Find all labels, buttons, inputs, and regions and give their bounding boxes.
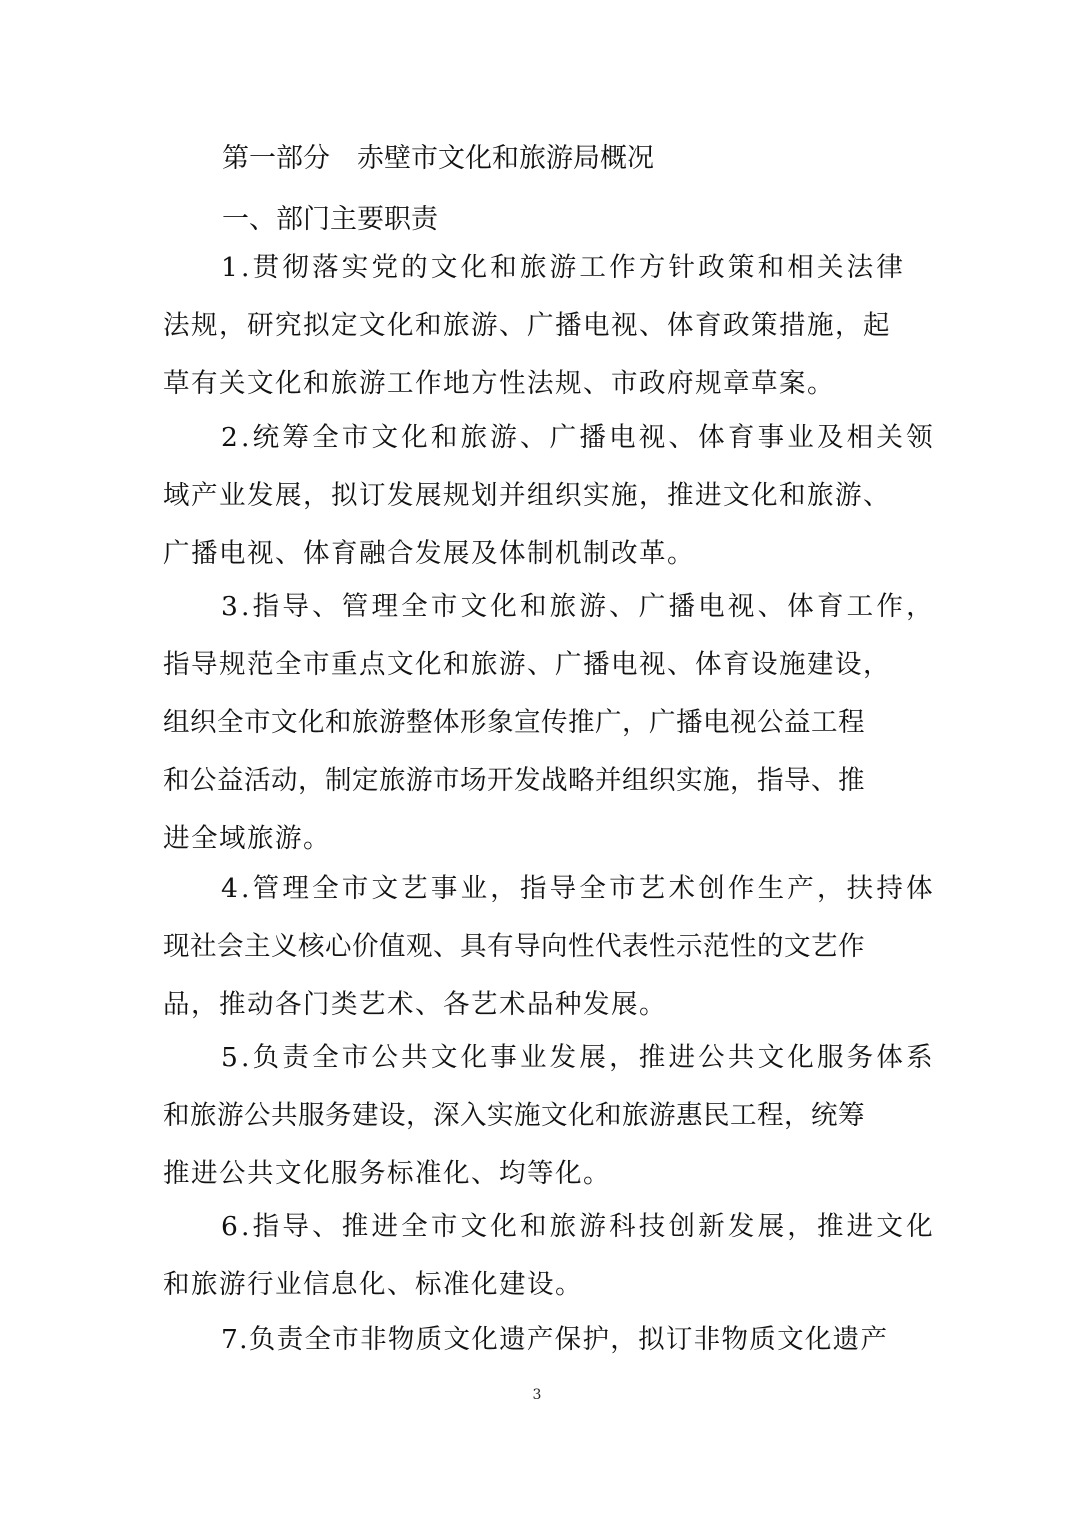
duty-item-7-line-1: 7.负责全市非物质文化遗产保护，拟订非物质文化遗产 [221, 1324, 889, 1355]
duty-item-3-line-2: 指导规范全市重点文化和旅游、广播电视、体育设施建设， [163, 649, 891, 680]
duty-item-3-line-1: 3.指导、管理全市文化和旅游、广播电视、体育工作， [221, 591, 936, 622]
part-title: 赤壁市文化和旅游局概况 [357, 143, 654, 174]
duty-item-3-line-5: 进全域旅游。 [163, 823, 331, 854]
duty-item-2-line-3: 广播电视、体育融合发展及体制机制改革。 [163, 538, 695, 569]
part-label: 第一部分 [222, 143, 330, 174]
duty-item-5 [163, 1029, 936, 1203]
duty-item-5-line-3: 推进公共文化服务标准化、均等化。 [163, 1158, 611, 1189]
duty-item-1-line-1: 1.贯彻落实党的文化和旅游工作方针政策和相关法律 [221, 252, 907, 283]
duty-item-6 [163, 1198, 936, 1314]
duty-item-1 [163, 239, 911, 413]
duty-item-2-line-2: 域产业发展，拟订发展规划并组织实施，推进文化和旅游、 [163, 480, 891, 511]
duty-item-1-line-2: 法规，研究拟定文化和旅游、广播电视、体育政策措施，起 [163, 310, 891, 341]
duty-item-4-line-2: 现社会主义核心价值观、具有导向性代表性示范性的文艺作 [163, 931, 865, 962]
duty-item-7 [163, 1311, 911, 1369]
duty-item-3-line-4: 和公益活动，制定旅游市场开发战略并组织实施，指导、推 [163, 765, 865, 796]
duty-item-2 [163, 409, 936, 583]
duty-item-5-line-1: 5.负责全市公共文化事业发展，推进公共文化服务体系 [221, 1042, 936, 1073]
page-number: 3 [532, 1387, 542, 1403]
duty-item-2-line-1: 2.统筹全市文化和旅游、广播电视、体育事业及相关领 [221, 422, 936, 453]
duty-item-6-line-2: 和旅游行业信息化、标准化建设。 [163, 1269, 583, 1300]
page-title [222, 141, 654, 177]
duty-item-3-line-3: 组织全市文化和旅游整体形象宣传推广，广播电视公益工程 [163, 707, 865, 738]
duty-item-3 [163, 578, 936, 868]
duty-item-4-line-3: 品，推动各门类艺术、各艺术品种发展。 [163, 989, 667, 1020]
duty-item-6-line-1: 6.指导、推进全市文化和旅游科技创新发展，推进文化 [221, 1211, 936, 1242]
duty-item-1-line-3: 草有关文化和旅游工作地方性法规、市政府规章草案。 [163, 368, 835, 399]
duty-item-4 [163, 860, 936, 1034]
section-heading: 一、部门主要职责 [222, 204, 438, 235]
duty-item-5-line-2: 和旅游公共服务建设，深入实施文化和旅游惠民工程，统筹 [163, 1100, 865, 1131]
duty-item-4-line-1: 4.管理全市文艺事业，指导全市艺术创作生产，扶持体 [221, 873, 936, 904]
